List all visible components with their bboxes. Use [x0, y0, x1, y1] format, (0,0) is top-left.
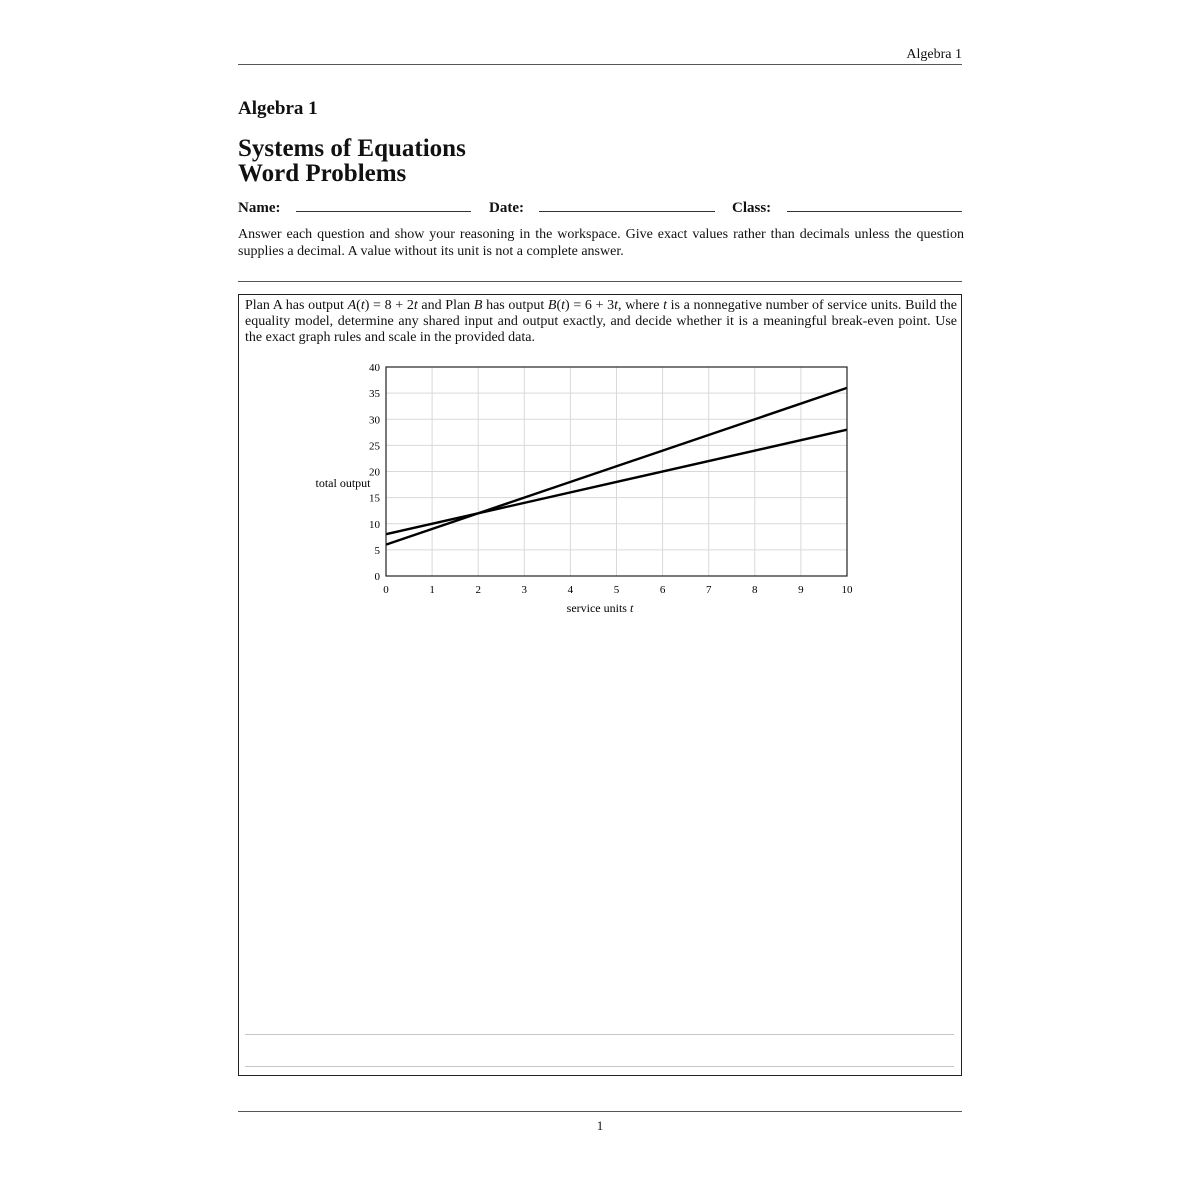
x-tick-label: 2 — [475, 584, 481, 596]
answer-line[interactable] — [245, 1066, 954, 1067]
class-label: Class: — [732, 200, 772, 216]
footer-rule — [238, 1111, 962, 1112]
x-tick-label: 1 — [429, 584, 435, 596]
date-label: Date: — [489, 200, 524, 216]
title-line-1: Systems of Equations — [238, 135, 466, 162]
y-tick-label: 0 — [374, 571, 380, 583]
question-text: Plan A has output A(t) = 8 + 2t and Plan B has output B(t) = 6 + 3t, where t is a nonnegative number of service units. Build the equality model, determine any shared input and output exactly, and decide whether it is a meaningful break-even point. Use the exact graph rules and scale in the provided data. — [245, 298, 957, 345]
y-tick-label: 40 — [369, 362, 380, 374]
course-name: Algebra 1 — [238, 98, 318, 119]
page-number: 1 — [596, 1118, 604, 1133]
x-tick-label: 3 — [521, 584, 528, 596]
y-axis-label: total output — [315, 476, 371, 490]
running-head: Algebra 1 — [906, 47, 962, 62]
name-label: Name: — [238, 200, 281, 216]
y-tick-label: 35 — [369, 388, 380, 401]
y-tick-label: 15 — [369, 492, 380, 505]
instructions: Answer each question and show your reasoning in the workspace. Give exact values rather than decimals unless the question supplies a decimal. A value without its unit is not a complete answer. — [238, 227, 964, 259]
y-tick-label: 20 — [369, 466, 380, 479]
x-tick-label: 6 — [659, 584, 666, 596]
x-axis-label: service units t — [566, 601, 634, 615]
x-tick-label: 8 — [752, 584, 758, 596]
y-tick-label: 30 — [369, 414, 380, 427]
x-tick-label: 10 — [841, 584, 853, 596]
x-tick-label: 0 — [383, 584, 389, 596]
y-tick-label: 5 — [374, 544, 380, 557]
y-tick-label: 10 — [369, 518, 380, 531]
x-tick-label: 7 — [705, 584, 712, 596]
x-tick-label: 9 — [798, 584, 804, 596]
answer-line[interactable] — [245, 1034, 954, 1035]
x-tick-label: 5 — [613, 584, 620, 596]
title-line-2: Word Problems — [238, 160, 407, 187]
y-tick-label: 25 — [369, 440, 380, 453]
x-tick-label: 4 — [567, 584, 574, 596]
